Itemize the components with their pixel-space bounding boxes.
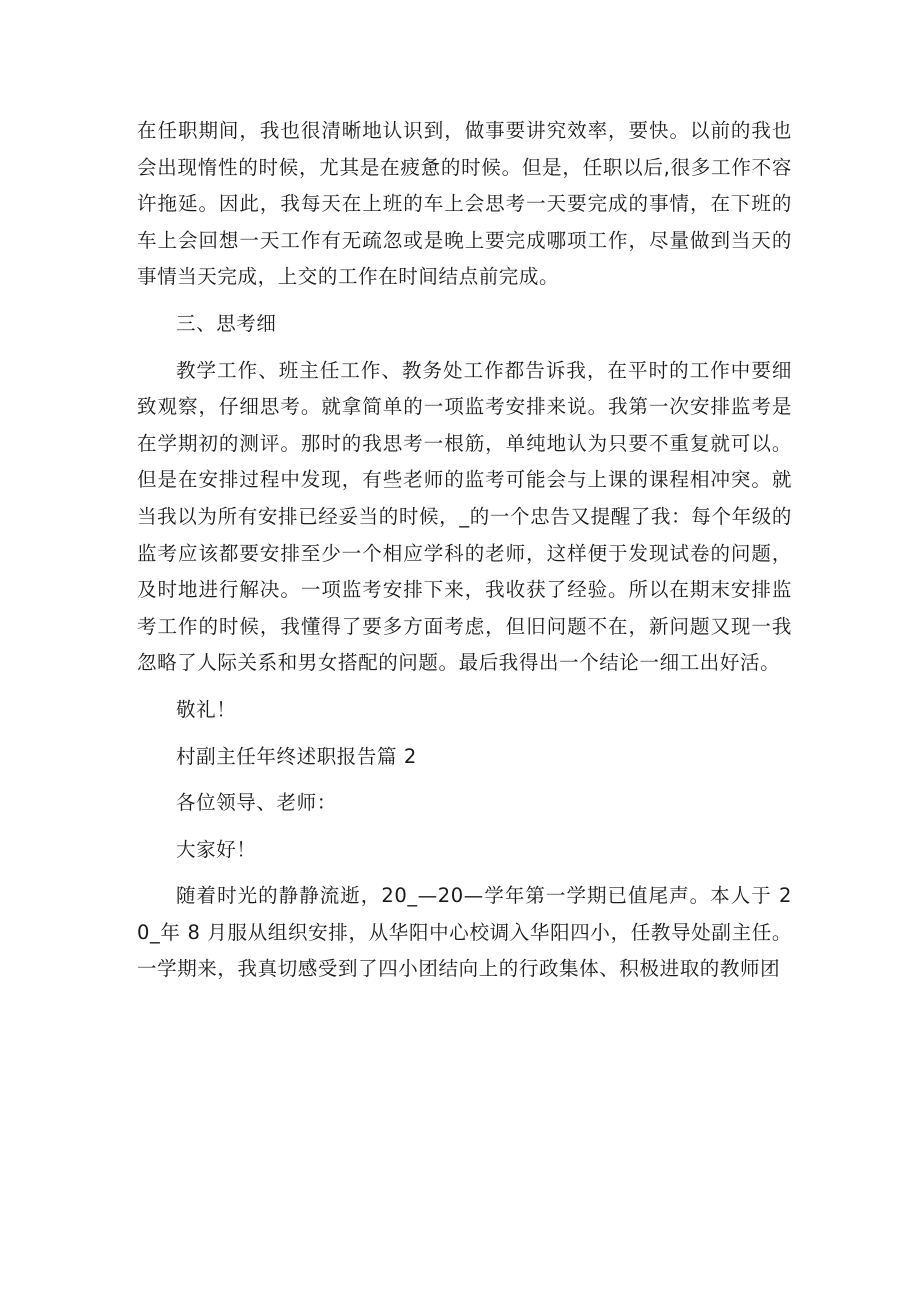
report-title-part-2: 村副主任年终述职报告篇 2: [176, 744, 417, 768]
document-body: [137, 113, 792, 998]
greeting-hello: 大家好！: [176, 837, 257, 861]
greeting-audience: 各位领导、老师：: [176, 791, 337, 815]
paragraph-semester-intro: 随着时光的静静流逝，20_—20—学年第一学期已值尾声。本人于 20_年 8 月服从组织安排，从华阳中心校调入华阳四小，任教导处副主任。一学期来，我真切感受到了四小团结向上的行政集体、积极进取的教师团: [137, 884, 792, 981]
section-heading-careful-thinking: 三、思考细: [176, 311, 277, 335]
salutation-closing: 敬礼！: [176, 697, 237, 721]
paragraph-careful-thinking: 教学工作、班主任工作、教务处工作都告诉我，在平时的工作中要细致观察，仔细思考。就拿简单的一项监考安排来说。我第一次安排监考是在学期初的测评。那时的我思考一根筋，单纯地认为只要不重复就可以。但是在安排过程中发现，有些老师的监考可能会与上课的课程相冲突。就当我以为所有安排已经妥当的时候，_的一个忠告又提醒了我：每个年级的监考应该都要安排至少一个相应学科的老师，这样便于发现试卷的问题，及时地进行解决。一项监考安排下来，我收获了经验。所以在期末安排监考工作的时候，我懂得了要多方面考虑，但旧问题不在，新问题又现一我忽略了人际关系和男女搭配的问题。最后我得出一个结论一细工出好活。: [137, 358, 792, 675]
paragraph-work-efficiency: 在任职期间，我也很清晰地认识到，做事要讲究效率，要快。以前的我也会出现惰性的时候，尤其是在疲惫的时候。但是，任职以后,很多工作不容许拖延。因此，我每天在上班的车上会思考一天要完成的事情，在下班的车上会回想一天工作有无疏忽或是晚上要完成哪项工作，尽量做到当天的事情当天完成，上交的工作在时间结点前完成。: [137, 119, 792, 289]
